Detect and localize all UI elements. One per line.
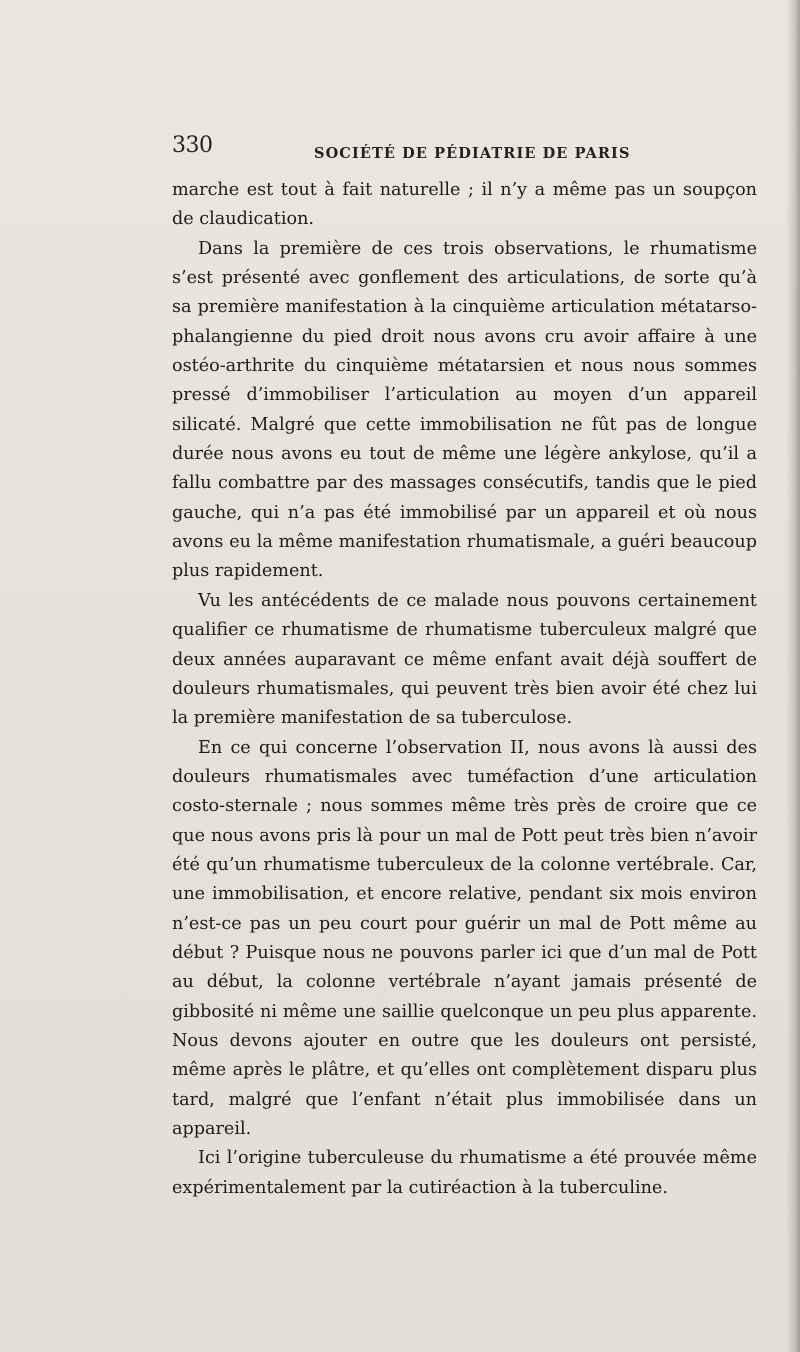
body-text xyxy=(172,176,757,1203)
paragraph-continuation: marche est tout à fait naturelle ; il n’y a même pas un soupçon de claudication. xyxy=(172,180,757,230)
page-edge-shadow xyxy=(786,0,800,1352)
paragraph: Ici l’origine tuberculeuse du rhumatisme a été prouvée même expérimentalement par la cutiréaction à la tuberculine. xyxy=(172,1148,757,1198)
running-title: SOCIÉTÉ DE PÉDIATRIE DE PARIS xyxy=(314,145,631,162)
paragraph: Dans la première de ces trois observations, le rhumatisme s’est présenté avec gonflement des articulations, de sorte qu’à sa première manifestation à la cinquième articulation métatarso-phalangienne du pied droit nous avons cru avoir affaire à une ostéo-arthrite du cinquième métatarsien et nous nous sommes pressé d’immobiliser l’articulation au moyen d’un appareil silicaté. Malgré que cette immobilisation ne fût pas de longue durée nous avons eu tout de même une légère ankylose, qu’il a fallu combattre par des massages consécutifs, tandis que le pied gauche, qui n’a pas été immobilisé par un appareil et où nous avons eu la même manifestation rhumatismale, a guéri beaucoup plus rapidement. xyxy=(172,238,757,582)
page-number: 330 xyxy=(172,133,213,158)
page-header xyxy=(172,133,757,163)
paragraph: En ce qui concerne l’observation II, nous avons là aussi des douleurs rhumatismales avec tuméfaction d’une articulation costo-sternale ; nous sommes même très près de croire que ce que nous avons pris là pour un mal de Pott peut très bien n’avoir été qu’un rhumatisme tuberculeux de la colonne vertébrale. Car, une immobilisation, et encore relative, pendant six mois environ n’est-ce pas un peu court pour guérir un mal de Pott même au début ? Puisque nous ne pouvons parler ici que d’un mal de Pott au début, la colonne vertébrale n’ayant jamais présenté de gibbosité ni même une saillie quelconque un peu plus apparente. Nous devons ajouter en outre que les douleurs ont persisté, même après le plâtre, et qu’elles ont complètement disparu plus tard, malgré que l’enfant n’était plus immobilisée dans un appareil. xyxy=(172,737,757,1139)
paragraph: Vu les antécédents de ce malade nous pouvons certainement qualifier ce rhumatisme de rhumatisme tuberculeux malgré que deux années auparavant ce même enfant avait déjà souffert de douleurs rhumatismales, qui peuvent très bien avoir été chez lui la première manifestation de sa tuberculose. xyxy=(172,590,757,729)
